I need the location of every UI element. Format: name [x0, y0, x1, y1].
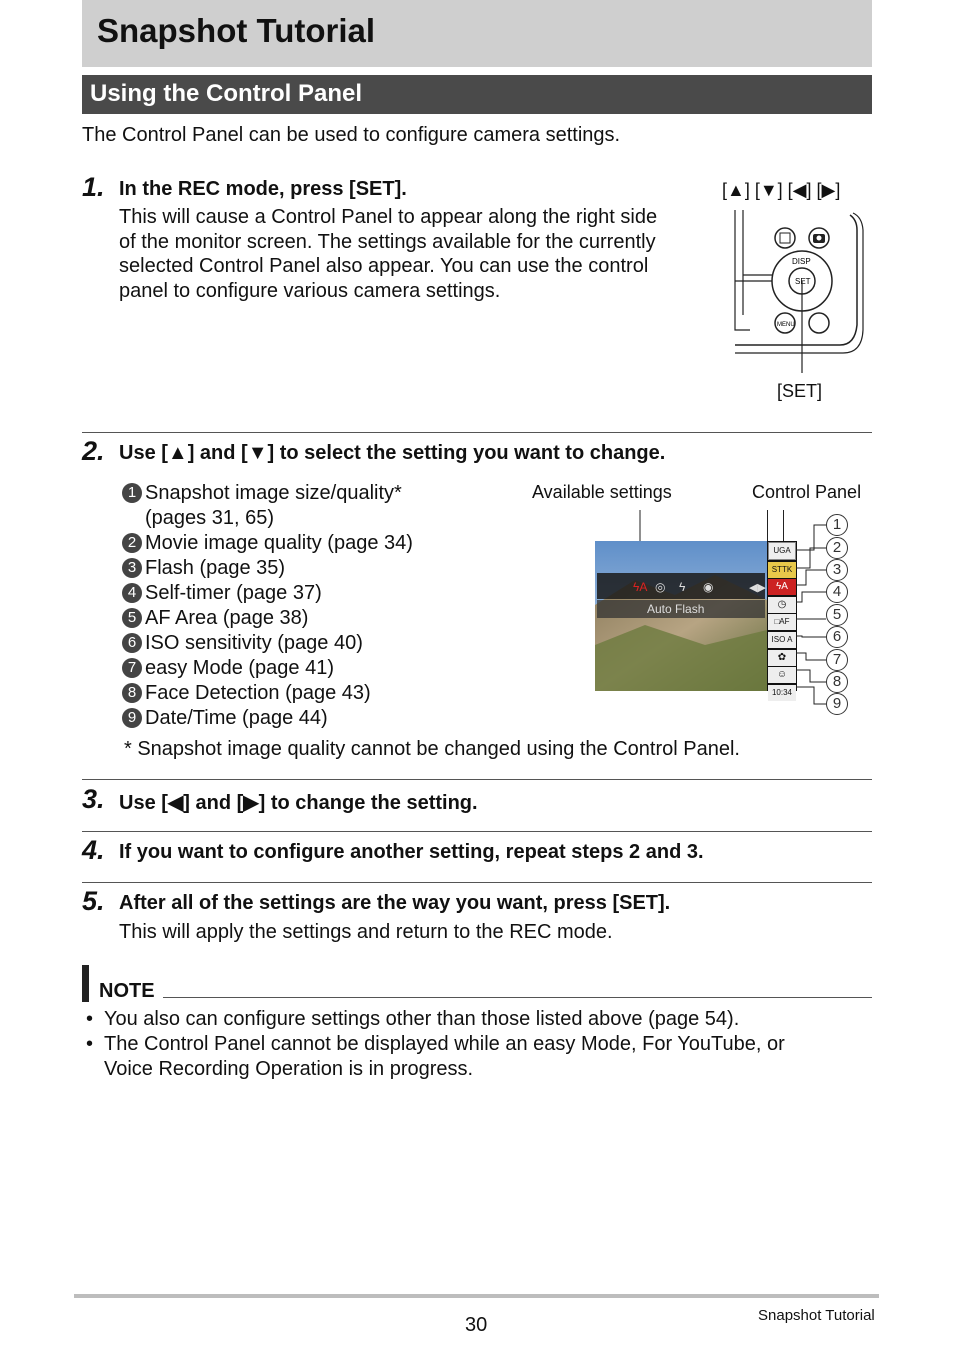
setting-list-item: 4 Self-timer (page 37)	[122, 581, 322, 606]
svg-text:◉: ◉	[703, 580, 714, 594]
panel-icon: □AF	[768, 614, 796, 630]
setting-list-item: (pages 31, 65)	[145, 507, 274, 529]
callout-badge: 2	[826, 537, 848, 559]
divider	[82, 882, 872, 883]
camera-back-illustration	[725, 205, 865, 375]
svg-text:MENU: MENU	[777, 322, 795, 328]
setting-list-item: 1 Snapshot image size/quality*	[122, 481, 402, 506]
callout-badge: 1	[826, 514, 848, 536]
step-4-heading: If you want to configure another setting, repeat steps 2 and 3.	[119, 841, 704, 863]
svg-text:ϟA: ϟA	[633, 580, 648, 594]
setting-list-item: 5 AF Area (page 38)	[122, 606, 308, 631]
step-5-heading: After all of the settings are the way you want, press [SET].	[119, 892, 671, 914]
svg-text:ϟ: ϟ	[679, 580, 686, 594]
step-5-number: 5.	[82, 886, 105, 916]
number-badge: 3	[122, 558, 142, 578]
step-2-heading: Use [▲] and [▼] to select the setting you want to change.	[119, 442, 666, 464]
setting-list-item: 9 Date/Time (page 44)	[122, 706, 328, 731]
footer-rule	[74, 1294, 879, 1298]
callout-badge: 4	[826, 581, 848, 603]
step-1-body-line: This will cause a Control Panel to appear along the right side	[119, 206, 658, 228]
divider	[82, 831, 872, 832]
setting-list-item: 8 Face Detection (page 43)	[122, 681, 371, 706]
divider	[82, 432, 872, 433]
footer-section-label: Snapshot Tutorial	[758, 1307, 875, 1324]
panel-icon: STTK	[768, 562, 796, 578]
note-rule	[163, 997, 872, 998]
step-1-body-line: of the monitor screen. The settings available for the currently	[119, 231, 656, 253]
setting-list-item: 3 Flash (page 35)	[122, 556, 285, 581]
panel-icon: ✿	[768, 650, 796, 666]
panel-icon: ☺	[768, 667, 796, 683]
callout-badge: 8	[826, 671, 848, 693]
panel-icon: ◷	[768, 597, 796, 613]
control-panel-label: Control Panel	[752, 482, 862, 502]
svg-text:◎: ◎	[655, 580, 666, 594]
number-badge: 2	[122, 533, 142, 553]
panel-icon: 10:34	[768, 685, 796, 701]
number-badge: 9	[122, 708, 142, 728]
setting-list-item: 2 Movie image quality (page 34)	[122, 531, 413, 556]
number-badge: 1	[122, 483, 142, 503]
svg-text:DISP: DISP	[792, 257, 811, 266]
note-label: NOTE	[99, 980, 155, 1002]
bullet-icon: •	[86, 1008, 94, 1030]
callout-badge: 3	[826, 559, 848, 581]
divider	[82, 779, 872, 780]
callout-badge: 7	[826, 649, 848, 671]
number-badge: 7	[122, 658, 142, 678]
page-title: Snapshot Tutorial	[97, 12, 376, 49]
note-bullet-text: The Control Panel cannot be displayed while an easy Mode, For YouTube, or	[104, 1033, 785, 1055]
setting-list-item: 6 ISO sensitivity (page 40)	[122, 631, 363, 656]
svg-text:◀▶: ◀▶	[749, 582, 766, 594]
control-panel	[768, 542, 796, 701]
intro-text: The Control Panel can be used to configure camera settings.	[82, 124, 621, 146]
step-3-heading: Use [◀] and [▶] to change the setting.	[119, 792, 478, 814]
callout-badge: 6	[826, 626, 848, 648]
footnote: * Snapshot image quality cannot be changed using the Control Panel.	[124, 738, 740, 760]
panel-icon: ϟA	[768, 579, 796, 595]
page-number: 30	[465, 1314, 488, 1336]
number-badge: 8	[122, 683, 142, 703]
callout-badge: 5	[826, 604, 848, 626]
number-badge: 4	[122, 583, 142, 603]
step-4-number: 4.	[82, 835, 105, 865]
svg-text:SET: SET	[795, 277, 811, 286]
note-bullet-text: You also can configure settings other than those listed above (page 54).	[104, 1008, 740, 1030]
step-1-body-line: selected Control Panel also appear. You can use the control	[119, 255, 649, 277]
step-1-heading: In the REC mode, press [SET].	[119, 178, 407, 200]
step-2-number: 2.	[82, 436, 105, 466]
section-title: Using the Control Panel	[90, 80, 363, 107]
number-badge: 6	[122, 633, 142, 653]
svg-text:Auto Flash: Auto Flash	[647, 602, 705, 616]
setting-list-item: 7 easy Mode (page 41)	[122, 656, 334, 681]
set-key-label: [SET]	[777, 381, 823, 401]
step-3-number: 3.	[82, 784, 105, 814]
arrow-keys-label: [▲] [▼] [◀] [▶]	[722, 180, 841, 200]
step-1-number: 1.	[82, 172, 105, 202]
number-badge: 5	[122, 608, 142, 628]
step-1-body-line: panel to configure various camera settings.	[119, 280, 501, 302]
bullet-icon: •	[86, 1033, 94, 1055]
step-5-body: This will apply the settings and return to the REC mode.	[119, 921, 613, 943]
available-settings-label: Available settings	[532, 482, 672, 502]
note-marker	[82, 965, 89, 1002]
note-bullet-text: Voice Recording Operation is in progress.	[104, 1058, 474, 1080]
panel-icon: ISO A	[768, 632, 796, 648]
callout-badge: 9	[826, 693, 848, 715]
panel-icon: UGA	[768, 542, 796, 560]
